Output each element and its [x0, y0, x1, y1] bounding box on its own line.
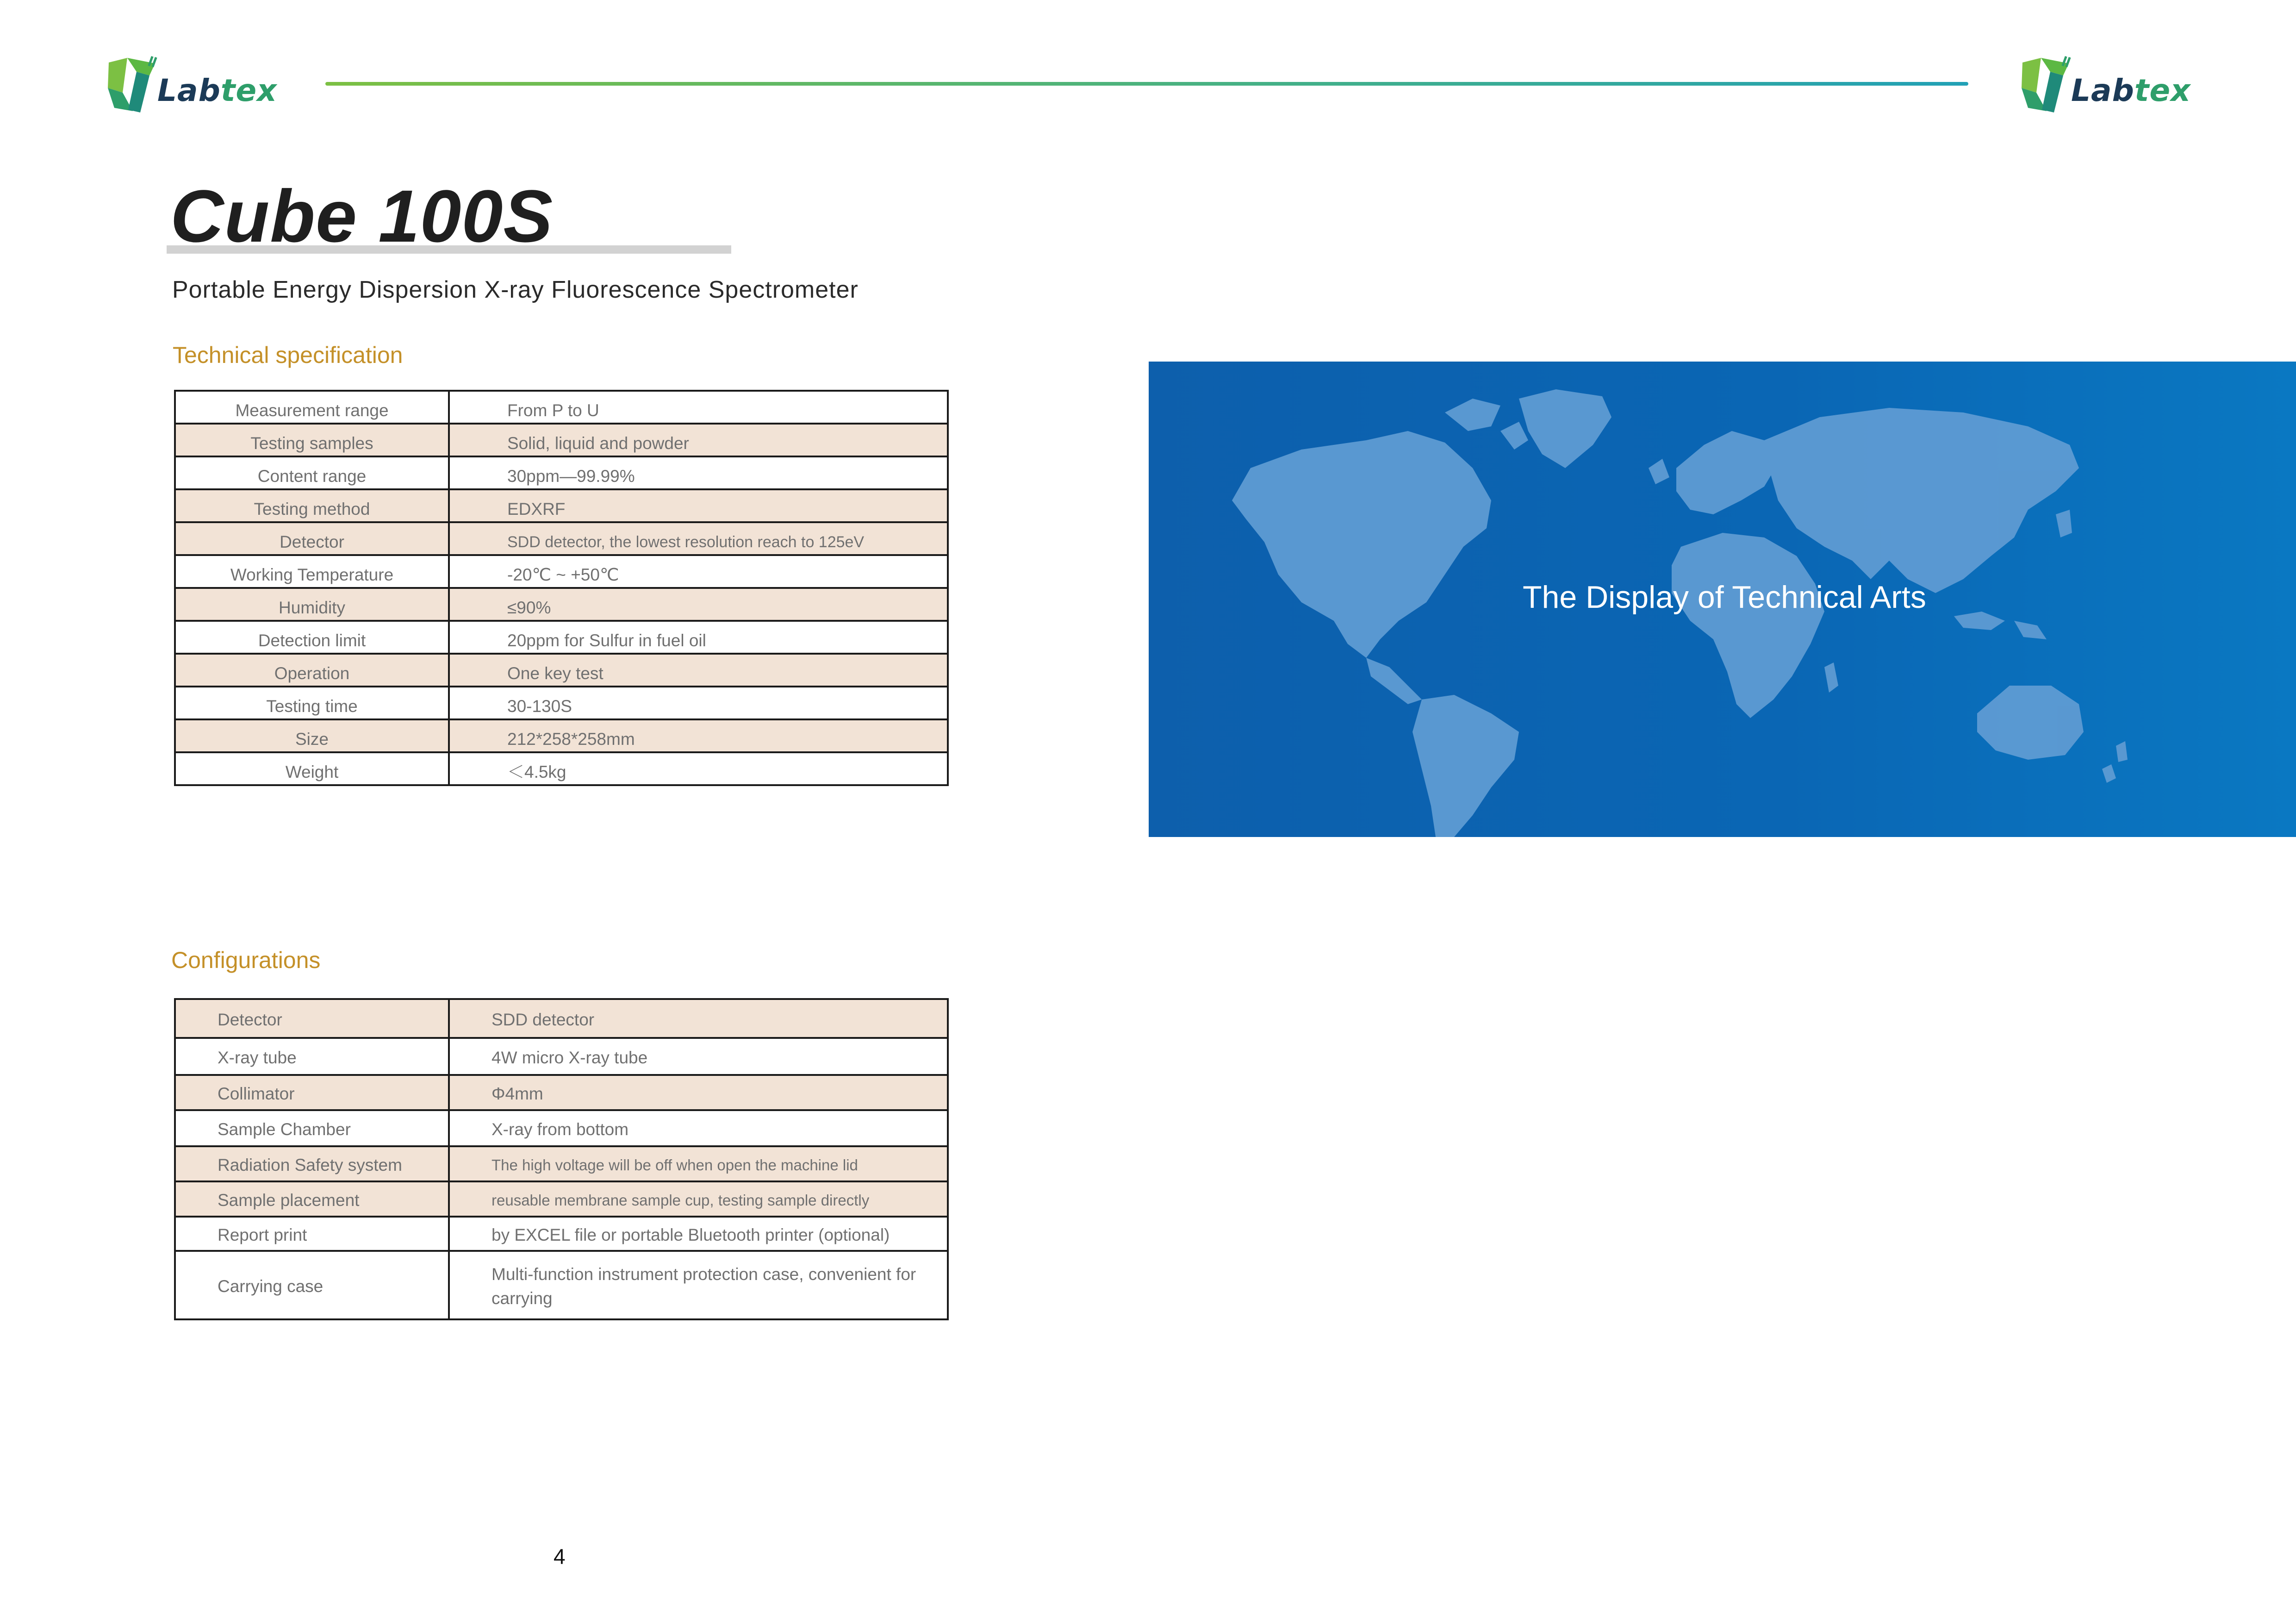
spec-value: ≤90%	[449, 588, 948, 621]
config-label: Carrying case	[175, 1251, 449, 1319]
config-label: Sample Chamber	[175, 1110, 449, 1146]
config-value: reusable membrane sample cup, testing sample directly	[449, 1181, 948, 1217]
table-row	[175, 654, 948, 687]
spec-label: Weight	[175, 752, 449, 785]
labtex-logo	[104, 53, 275, 118]
spec-label: Testing samples	[175, 424, 449, 456]
labtex-logo-icon	[2018, 53, 2073, 118]
config-value: X-ray from bottom	[449, 1110, 948, 1146]
table-row	[175, 588, 948, 621]
labtex-logo-right	[2018, 53, 2189, 118]
config-label: Collimator	[175, 1075, 449, 1110]
spec-value: -20℃ ~ +50℃	[449, 555, 948, 588]
logo-wordmark: Labtex	[2071, 73, 2191, 108]
config-label: Report print	[175, 1217, 449, 1251]
table-row	[175, 391, 948, 424]
config-label: X-ray tube	[175, 1038, 449, 1075]
config-value: 4W micro X-ray tube	[449, 1038, 948, 1075]
table-row	[175, 522, 948, 555]
spec-value: 30-130S	[449, 687, 948, 719]
spec-label: Working Temperature	[175, 555, 449, 588]
labtex-logo-icon	[104, 53, 160, 118]
table-row	[175, 489, 948, 522]
spec-label: Content range	[175, 456, 449, 489]
configurations-table	[174, 998, 949, 1320]
table-row	[175, 1217, 948, 1251]
table-row	[175, 621, 948, 654]
spec-value: From P to U	[449, 391, 948, 424]
spec-label: Detection limit	[175, 621, 449, 654]
banner-caption: The Display of Technical Arts	[1523, 580, 1926, 615]
table-row	[175, 719, 948, 752]
spec-value: EDXRF	[449, 489, 948, 522]
table-row	[175, 687, 948, 719]
table-row	[175, 1110, 948, 1146]
table-row	[175, 424, 948, 456]
table-row	[175, 1181, 948, 1217]
spec-label: Size	[175, 719, 449, 752]
technical-specification-table	[174, 390, 949, 786]
spec-label: Testing method	[175, 489, 449, 522]
table-row	[175, 999, 948, 1038]
spec-label: Operation	[175, 654, 449, 687]
table-row	[175, 1146, 948, 1181]
table-row	[175, 752, 948, 785]
configurations-heading: Configurations	[171, 947, 321, 973]
spec-value: 212*258*258mm	[449, 719, 948, 752]
config-value: by EXCEL file or portable Bluetooth printer (optional)	[449, 1217, 948, 1251]
spec-label: Testing time	[175, 687, 449, 719]
product-subtitle: Portable Energy Dispersion X-ray Fluorescence Spectrometer	[172, 276, 859, 303]
spec-value: ＜4.5kg	[449, 752, 948, 785]
config-value: The high voltage will be off when open the machine lid	[449, 1146, 948, 1181]
spec-label: Humidity	[175, 588, 449, 621]
config-value: SDD detector	[449, 999, 948, 1038]
logo-wordmark: Labtex	[157, 73, 277, 108]
spec-value: One key test	[449, 654, 948, 687]
config-label: Sample placement	[175, 1181, 449, 1217]
config-value: Multi-function instrument protection case, convenient for carrying	[449, 1251, 948, 1319]
technical-specification-heading: Technical specification	[173, 342, 403, 368]
table-row	[175, 555, 948, 588]
header-divider	[325, 82, 1968, 86]
table-row	[175, 456, 948, 489]
world-map-banner	[1149, 362, 2296, 837]
product-title: Cube 100S	[170, 175, 554, 257]
spec-label: Detector	[175, 522, 449, 555]
spec-value: 20ppm for Sulfur in fuel oil	[449, 621, 948, 654]
spec-value: SDD detector, the lowest resolution reach to 125eV	[449, 522, 948, 555]
table-row	[175, 1038, 948, 1075]
spec-value: 30ppm—99.99%	[449, 456, 948, 489]
table-row	[175, 1075, 948, 1110]
spec-value: Solid, liquid and powder	[449, 424, 948, 456]
config-label: Detector	[175, 999, 449, 1038]
config-label: Radiation Safety system	[175, 1146, 449, 1181]
config-value: Φ4mm	[449, 1075, 948, 1110]
spec-label: Measurement range	[175, 391, 449, 424]
table-row	[175, 1251, 948, 1319]
page-number: 4	[554, 1544, 566, 1568]
